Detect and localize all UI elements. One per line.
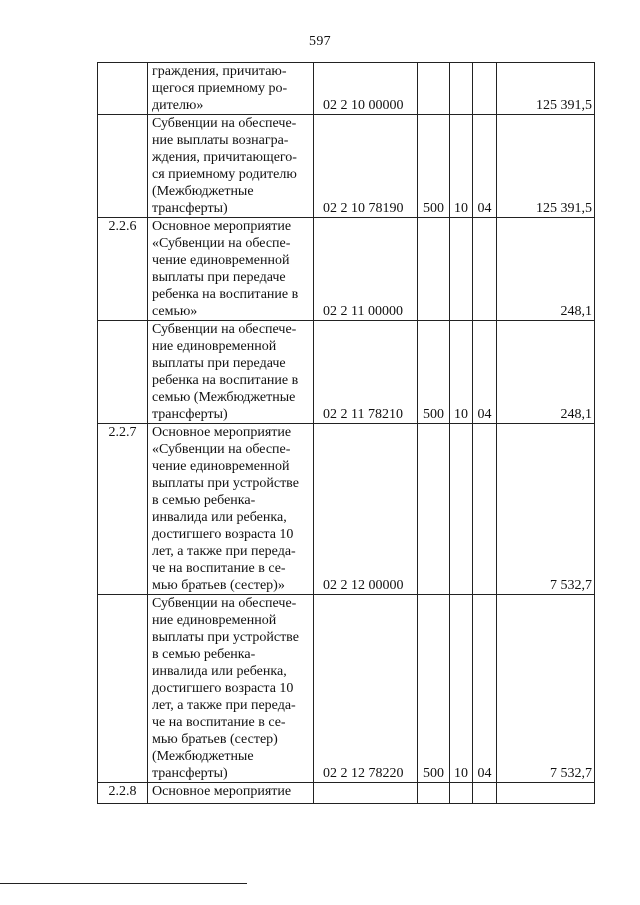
row-number: 2.2.6: [98, 218, 148, 321]
section-code: [450, 218, 473, 321]
subsection-code: [473, 424, 497, 595]
row-number: 2.2.7: [98, 424, 148, 595]
amount: 7 532,7: [497, 424, 595, 595]
amount: 248,1: [497, 218, 595, 321]
subsection-code: 04: [473, 321, 497, 424]
section-code: 10: [450, 595, 473, 783]
amount: 125 391,5: [497, 115, 595, 218]
subsection-code: [473, 783, 497, 804]
table-row: [98, 783, 595, 804]
table-row: [98, 595, 595, 783]
subsection-code: 04: [473, 595, 497, 783]
amount: 125 391,5: [497, 63, 595, 115]
row-name: Основное мероприятие: [148, 783, 314, 804]
row-number: [98, 321, 148, 424]
row-number: [98, 63, 148, 115]
subsection-code: [473, 63, 497, 115]
target-article-code: 02 2 12 78220: [314, 595, 418, 783]
table-row: [98, 115, 595, 218]
expense-type-code: 500: [418, 595, 450, 783]
amount: 7 532,7: [497, 595, 595, 783]
expense-type-code: [418, 424, 450, 595]
page-number: 597: [309, 34, 331, 49]
section-code: [450, 783, 473, 804]
section-code: 10: [450, 115, 473, 218]
section-code: [450, 424, 473, 595]
row-number: [98, 115, 148, 218]
amount: [497, 783, 595, 804]
expense-type-code: [418, 218, 450, 321]
table-row: [98, 218, 595, 321]
footnote-divider: [0, 883, 247, 884]
expense-type-code: [418, 63, 450, 115]
table-row: [98, 321, 595, 424]
subsection-code: [473, 218, 497, 321]
table-row: [98, 63, 595, 115]
target-article-code: 02 2 11 78210: [314, 321, 418, 424]
row-name: Субвенции на обеспече- ние выплаты вознагра- ждения, причитающего- ся приемному родителю (Межбюджетные трансферты): [148, 115, 314, 218]
target-article-code: 02 2 10 00000: [314, 63, 418, 115]
row-name: Субвенции на обеспече- ние единовременной выплаты при передаче ребенка на воспитание в семью (Межбюджетные трансферты): [148, 321, 314, 424]
row-name: Основное мероприятие «Субвенции на обеспе- чение единовременной выплаты при передаче ребенка на воспитание в семью»: [148, 218, 314, 321]
target-article-code: 02 2 10 78190: [314, 115, 418, 218]
row-number: [98, 595, 148, 783]
target-article-code: 02 2 12 00000: [314, 424, 418, 595]
section-code: [450, 63, 473, 115]
expense-type-code: 500: [418, 321, 450, 424]
expense-type-code: [418, 783, 450, 804]
row-number: 2.2.8: [98, 783, 148, 804]
target-article-code: 02 2 11 00000: [314, 218, 418, 321]
subsection-code: 04: [473, 115, 497, 218]
row-name: Субвенции на обеспече- ние единовременной выплаты при устройстве в семью ребенка- инвалида или ребенка, достигшего возраста 10 лет, а также при переда- че на воспитание в се- мью братьев (сестер) (Межбюджетные трансферты): [148, 595, 314, 783]
target-article-code: [314, 783, 418, 804]
section-code: 10: [450, 321, 473, 424]
row-name: граждения, причитаю- щегося приемному ро- дителю»: [148, 63, 314, 115]
row-name: Основное мероприятие «Субвенции на обеспе- чение единовременной выплаты при устройстве в семью ребенка- инвалида или ребенка, достигшего возраста 10 лет, а также при переда- че на воспитание в се- мью братьев (сестер)»: [148, 424, 314, 595]
amount: 248,1: [497, 321, 595, 424]
expense-type-code: 500: [418, 115, 450, 218]
budget-table: [97, 62, 595, 804]
table-row: [98, 424, 595, 595]
